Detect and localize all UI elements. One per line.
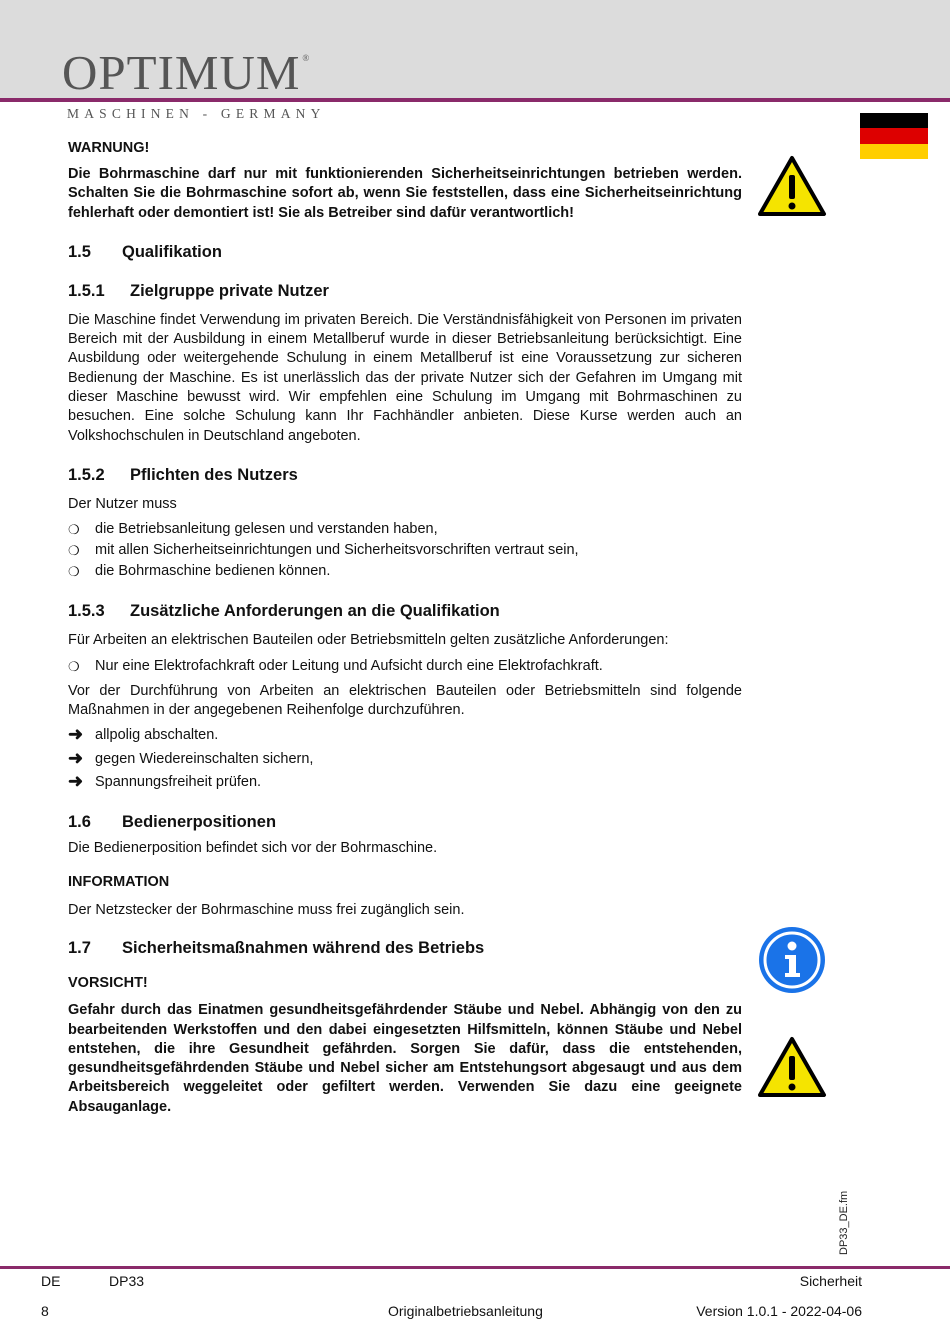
footer-divider bbox=[0, 1266, 950, 1269]
list-item: ❍ Nur eine Elektrofachkraft oder Leitung und Aufsicht durch eine Elektrofachkraft. bbox=[68, 656, 742, 677]
paragraph: Für Arbeiten an elektrischen Bauteilen oder Betriebsmitteln gelten zusätzliche Anforderungen: bbox=[68, 632, 669, 649]
step-list bbox=[68, 724, 742, 795]
section-heading: 1.7 Sicherheitsmaßnahmen während des Betriebs bbox=[68, 939, 485, 958]
section-heading: 1.6 Bedienerpositionen bbox=[68, 812, 277, 831]
warning-triangle-icon bbox=[757, 155, 827, 217]
paragraph: Der Nutzer muss bbox=[68, 495, 177, 512]
bullet-circle-icon: ❍ bbox=[68, 564, 80, 580]
bullet-list bbox=[68, 656, 742, 677]
list-item: ❍ die Betriebsanleitung gelesen und verstanden haben, bbox=[68, 519, 742, 540]
list-item: ❍ die Bohrmaschine bedienen können. bbox=[68, 561, 742, 582]
list-item: ➜ gegen Wiedereinschalten sichern, bbox=[68, 748, 742, 772]
footer-document: Originalbetriebsanleitung bbox=[388, 1303, 543, 1319]
information-text: Der Netzstecker der Bohrmaschine muss frei zugänglich sein. bbox=[68, 901, 465, 918]
arrow-right-icon: ➜ bbox=[68, 771, 84, 792]
footer-chapter: Sicherheit bbox=[799, 1273, 862, 1289]
information-label: INFORMATION bbox=[68, 873, 170, 890]
warning-label: WARNUNG! bbox=[68, 140, 150, 156]
list-item: ➜ allpolig abschalten. bbox=[68, 724, 742, 748]
logo-subtitle: MASCHINEN - GERMANY bbox=[67, 106, 326, 121]
bullet-circle-icon: ❍ bbox=[68, 658, 80, 674]
logo: OPTIMUM ® bbox=[62, 45, 311, 100]
file-name-vertical: DP33_DE.fm bbox=[838, 1190, 850, 1255]
bullet-circle-icon: ❍ bbox=[68, 522, 80, 538]
section-heading: 1.5 Qualifikation bbox=[68, 242, 222, 261]
paragraph: Vor der Durchführung von Arbeiten an elektrischen Bauteilen oder Betriebsmitteln sind folgende Maßnahmen in der angegebenen Reihenfolge durchzuführen. bbox=[68, 682, 742, 718]
footer-page-number: 8 bbox=[41, 1303, 49, 1319]
subsection-heading: 1.5.1 Zielgruppe private Nutzer bbox=[68, 281, 329, 300]
arrow-right-icon: ➜ bbox=[68, 724, 84, 745]
information-icon bbox=[758, 926, 826, 994]
arrow-right-icon: ➜ bbox=[68, 747, 84, 768]
page-content bbox=[68, 140, 742, 1117]
paragraph: Die Bedienerposition befindet sich vor der Bohrmaschine. bbox=[68, 839, 438, 856]
paragraph: Die Maschine findet Verwendung im privaten Bereich. Die Verständnisfähigkeit von Personen im privaten Bereich mit der Ausbildung in einem Metallberuf wurde in dieser Betriebsanleitung berücksichtigt. Eine Ausbildung oder weitergehende Schulung in einem Metallberuf ist eine Voraussetzung zur sicheren Bedienung der Maschine. Es ist unerlässlich das der private Nutzer sich der Gefahren im Umgang mit dieser Maschine bewusst wird. Wir empfehlen eine Schulung im Umgang mit Bohrmaschinen zu besuchen. Eine solche Schulung kann Ihr Fachhändler anbieten. Diese Kurse werden auch an Volkshochschulen in Deutschland angeboten. bbox=[68, 311, 742, 444]
warning-triangle-icon bbox=[757, 1036, 827, 1098]
subsection-heading: 1.5.2 Pflichten des Nutzers bbox=[68, 465, 298, 484]
german-flag-icon bbox=[860, 113, 928, 159]
footer-model: DP33 bbox=[109, 1273, 145, 1289]
warning-text: Die Bohrmaschine darf nur mit funktionierenden Sicherheitseinrichtungen betrieben werden. Schalten Sie die Bohrmaschine sofort ab, wenn Sie feststellen, dass eine Sicherheitseinrichtung fehlerhaft oder demontiert ist! Sie als Betreiber sind dafür verantwortlich! bbox=[68, 166, 742, 221]
caution-text: Gefahr durch das Einatmen gesundheitsgefährdender Stäube und Nebel. Abhängig von den zu bearbeitenden Werkstoffen und den dabei eingesetzten Hilfsmitteln, können Stäube und Nebel entstehen, die ihre Gesundheit gefährden. Sorgen Sie dafür, dass die entstehenden, gesundheitsgefährdenden Stäube und Nebel sicher am Entstehungsort abgesaugt und aus dem Arbeitsbereich weggeleitet oder gefiltert werden. Verwenden Sie dazu eine geeignete Absauganlage. bbox=[68, 1002, 742, 1115]
caution-label: VORSICHT! bbox=[68, 975, 148, 992]
footer-language: DE bbox=[41, 1273, 61, 1289]
list-item: ➜ Spannungsfreiheit prüfen. bbox=[68, 771, 742, 795]
bullet-list bbox=[68, 519, 742, 582]
subsection-heading: 1.5.3 Zusätzliche Anforderungen an die Qualifikation bbox=[68, 602, 500, 621]
footer-version: Version 1.0.1 - 2022-04-06 bbox=[696, 1303, 862, 1319]
list-item: ❍ mit allen Sicherheitseinrichtungen und Sicherheitsvorschriften vertraut sein, bbox=[68, 540, 742, 561]
bullet-circle-icon: ❍ bbox=[68, 543, 80, 559]
